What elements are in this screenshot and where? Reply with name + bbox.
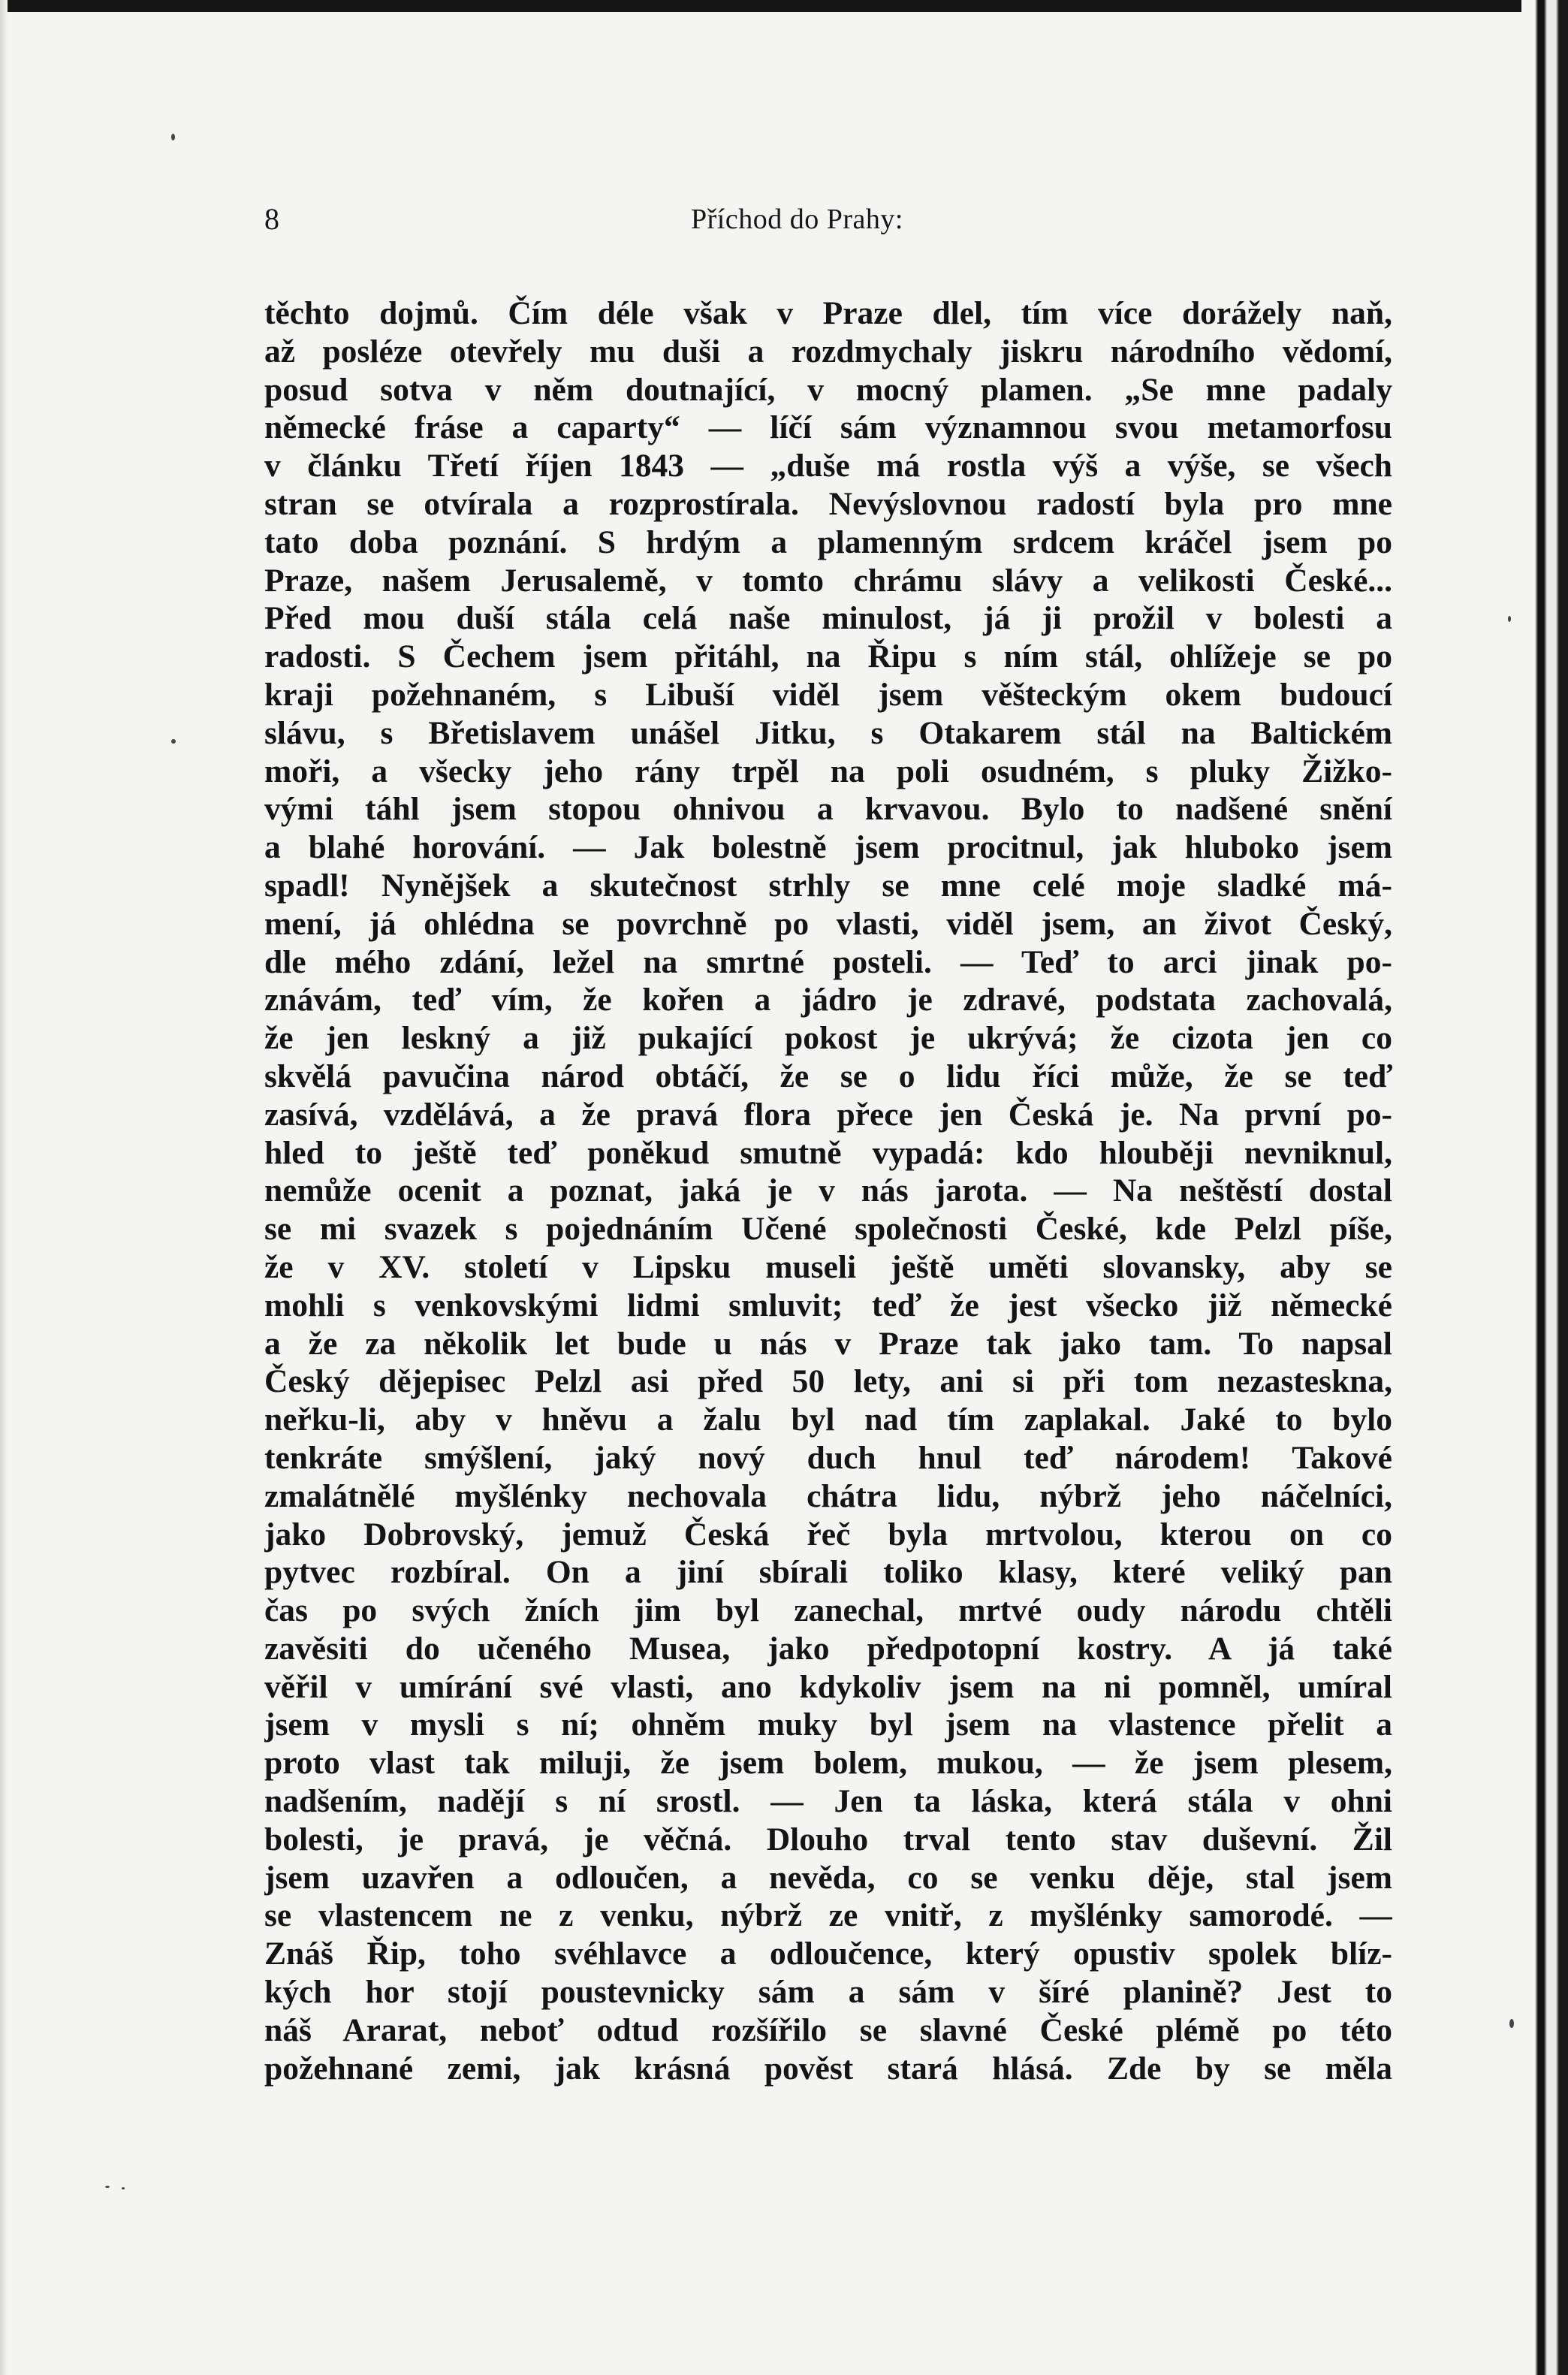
text-line: vými táhl jsem stopou ohnivou a krvavou. Bylo to nadšené snění (264, 791, 1392, 828)
scan-speck (1508, 616, 1511, 622)
text-line: čas po svých žních jim byl zanechal, mrtvé oudy národu chtěli (264, 1592, 1392, 1629)
text-line: německé fráse a caparty“ — líčí sám významnou svou metamorfosu (264, 409, 1392, 446)
text-line: tato doba poznání. S hrdým a plamenným srdcem kráčel jsem po (264, 524, 1392, 560)
text-line: zavěsiti do učeného Musea, jako předpotopní kostry. A já také (264, 1630, 1392, 1667)
text-line: mení, já ohlédna se povrchně po vlasti, viděl jsem, an život Český, (264, 905, 1392, 942)
text-line: zasívá, vzdělává, a že pravá flora přece jen Česká je. Na první po- (264, 1096, 1392, 1133)
text-line: spadl! Nynějšek a skutečnost strhly se mne celé moje sladké má- (264, 867, 1392, 904)
text-line: se vlastencem ne z venku, nýbrž ze vnitř, z myšlénky samorodé. — (264, 1897, 1392, 1934)
scan-right-edge (1521, 0, 1568, 2375)
text-line: nadšením, nadějí s ní srostl. — Jen ta láska, která stála v ohni (264, 1783, 1392, 1820)
text-line: radosti. S Čechem jsem přitáhl, na Řipu s ním stál, ohlížeje se po (264, 638, 1392, 675)
text-line: v článku Třetí říjen 1843 — „duše má rostla výš a výše, se všech (264, 448, 1392, 484)
scan-left-shadow (0, 0, 8, 2375)
page-number: 8 (264, 202, 279, 236)
text-line: skvělá pavučina národ obtáčí, že se o lidu říci může, že se teď (264, 1058, 1392, 1094)
text-line: bolesti, je pravá, je věčná. Dlouho trval tento stav duševní. Žil (264, 1821, 1392, 1857)
text-line: že v XV. století v Lipsku museli ještě uměti slovansky, aby se (264, 1248, 1392, 1285)
text-line: mohli s venkovskými lidmi smluvit; teď že jest všecko již německé (264, 1287, 1392, 1323)
scan-speck (171, 134, 175, 140)
text-line: Před mou duší stála celá naše minulost, já ji prožil v bolesti a (264, 600, 1392, 637)
text-line: hled to ještě teď poněkud smutně vypadá: kdo hlouběji nevniknul, (264, 1134, 1392, 1171)
scan-speck (171, 739, 176, 744)
scan-speck (122, 2187, 125, 2189)
text-line: znávám, teď vím, že kořen a jádro je zdravé, podstata zachovalá, (264, 982, 1392, 1019)
text-line: jako Dobrovský, jemuž Česká řeč byla mrtvolou, kterou on co (264, 1516, 1392, 1553)
text-line: pytvec rozbíral. On a jiní sbírali toliko klasy, které veliký pan (264, 1554, 1392, 1591)
text-line: Český dějepisec Pelzl asi před 50 lety, ani si při tom nezasteskna, (264, 1363, 1392, 1400)
scan-top-border (0, 0, 1568, 12)
text-line: dle mého zdání, ležel na smrtné posteli. — Teď to arci jinak po- (264, 943, 1392, 980)
text-line: proto vlast tak miluji, že jsem bolem, mukou, — že jsem plesem, (264, 1745, 1392, 1782)
text-line: kých hor stojí poustevnicky sám a sám v šíré planině? Jest to (264, 1974, 1392, 2011)
text-line: neřku-li, aby v hněvu a žalu byl nad tím zaplakal. Jaké to bylo (264, 1402, 1392, 1438)
text-line: až posléze otevřely mu duši a rozdmychaly jiskru národního vědomí, (264, 333, 1392, 370)
text-line: slávu, s Břetislavem unášel Jitku, s Otakarem stál na Baltickém (264, 714, 1392, 751)
text-line: těchto dojmů. Čím déle však v Praze dlel, tím více dorážely naň, (264, 295, 1392, 331)
scan-speck (105, 2186, 110, 2188)
text-line: požehnané zemi, jak krásná pověst stará hlásá. Zde by se měla (264, 2050, 1392, 2087)
text-line: Znáš Řip, toho svéhlavce a odloučence, který opustiv spolek blíz- (264, 1936, 1392, 1972)
text-line: nemůže ocenit a poznat, jaká je v nás jarota. — Na neštěstí dostal (264, 1172, 1392, 1209)
running-title: Příchod do Prahy: (691, 204, 903, 235)
text-line: a že za několik let bude u nás v Praze tak jako tam. To napsal (264, 1325, 1392, 1362)
text-line: se mi svazek s pojednáním Učené společnosti České, kde Pelzl píše, (264, 1211, 1392, 1248)
text-line: věřil v umírání své vlasti, ano kdykoliv jsem na ni pomněl, umíral (264, 1668, 1392, 1705)
text-line: že jen leskný a již pukající pokost je ukrývá; že cizota jen co (264, 1020, 1392, 1057)
body-text (264, 294, 1392, 2087)
text-line: jsem v mysli s ní; ohněm muky byl jsem na vlastence přelit a (264, 1707, 1392, 1743)
running-head (264, 197, 1391, 242)
scan-speck (1509, 2019, 1514, 2028)
text-line: tenkráte smýšlení, jaký nový duch hnul teď národem! Takové (264, 1439, 1392, 1476)
text-line: kraji požehnaném, s Libuší viděl jsem věšteckým okem budoucí (264, 676, 1392, 713)
text-line: zmalátnělé myšlénky nechovala chátra lidu, nýbrž jeho náčelníci, (264, 1477, 1392, 1514)
text-line: moři, a všecky jeho rány trpěl na poli osudném, s pluky Žižko- (264, 753, 1392, 789)
text-line: stran se otvírala a rozprostírala. Nevýslovnou radostí byla pro mne (264, 485, 1392, 522)
text-line: posud sotva v něm doutnající, v mocný plamen. „Se mne padaly (264, 371, 1392, 408)
text-line: jsem uzavřen a odloučen, a nevěda, co se venku děje, stal jsem (264, 1859, 1392, 1896)
text-line: a blahé horování. — Jak bolestně jsem procitnul, jak hluboko jsem (264, 829, 1392, 866)
text-line: náš Ararat, neboť odtud rozšířilo se slavné České plémě po této (264, 2011, 1392, 2048)
text-line: Praze, našem Jerusalemě, v tomto chrámu slávy a velikosti České... (264, 562, 1392, 599)
